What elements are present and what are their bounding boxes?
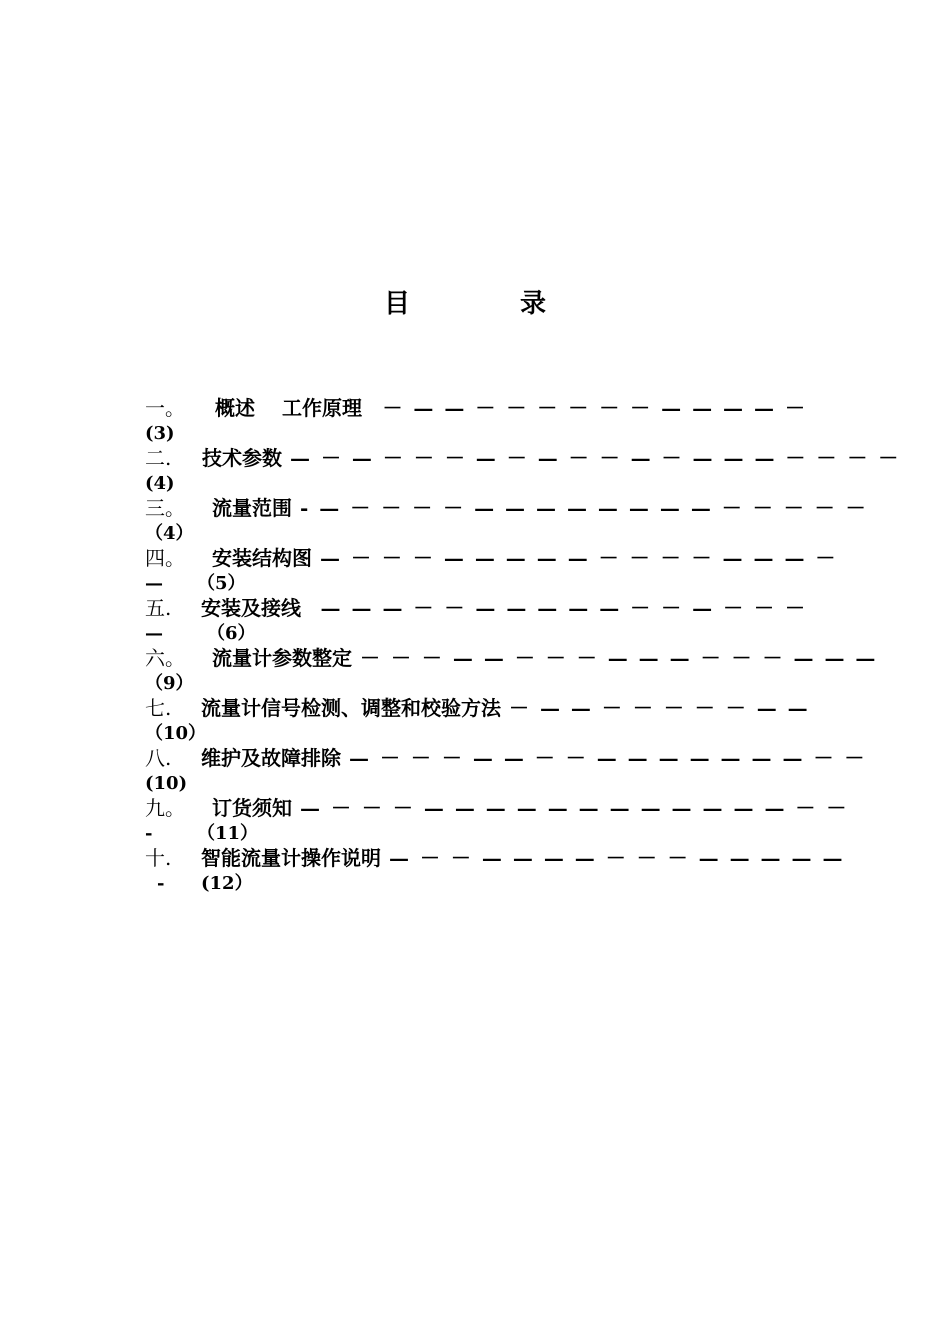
toc-label: 流量计参数整定 (212, 646, 352, 670)
toc-page-number: （10） (145, 723, 207, 744)
toc-label: 概述 工作原理 (215, 396, 362, 420)
toc-page-number: (4) (145, 473, 175, 494)
toc-entry-1 (145, 396, 807, 446)
toc-page-number: （4） (145, 523, 194, 544)
toc-leader-continuation: - (145, 823, 153, 844)
toc-number: 六。 (145, 646, 185, 670)
toc-number: 七. (145, 696, 172, 720)
toc-number: 三。 (145, 496, 185, 520)
toc-leader-continuation: - (157, 873, 165, 894)
toc-label: 流量范围 (212, 496, 292, 520)
toc-entry-2 (145, 446, 901, 496)
toc-entry-10 (145, 846, 845, 896)
toc-entry-5 (145, 596, 807, 646)
toc-leader: — － － — — — — － － － — — — — — (389, 846, 845, 870)
toc-page-number: (12） (201, 873, 253, 894)
toc-leader: － — — － － － － － － — — — — － (382, 396, 807, 420)
toc-leader-continuation: — (145, 573, 163, 594)
toc-page-number: （11） (197, 823, 259, 844)
toc-page-number: （6） (207, 623, 256, 644)
toc-page-number: （5） (197, 573, 246, 594)
toc-page-number: (10) (145, 773, 188, 794)
toc-entry-8 (145, 746, 867, 796)
toc-leader: — － － － — — — — — — — — — — — — － － (300, 796, 849, 820)
toc-label: 智能流量计操作说明 (201, 846, 381, 870)
toc-leader-continuation: — (145, 623, 163, 644)
toc-leader: — － — － － － — － — － － — － — — — － － － － (290, 446, 901, 470)
toc-number: 一。 (145, 396, 185, 420)
toc-entry-7 (145, 696, 810, 746)
toc-label: 流量计信号检测、调整和校验方法 (201, 696, 501, 720)
toc-leader: — － － － — — — — — － － － － — — — － (320, 546, 838, 570)
toc-leader: － — — － － － － － — — (509, 696, 810, 720)
toc-label: 订货须知 (212, 796, 292, 820)
toc-leader: - — － － － － — — — — — — — — － － － － － (300, 496, 868, 520)
toc-entry-9 (145, 796, 849, 846)
toc-leader: — － － － — — － － — — — — — — — － － (349, 746, 867, 770)
toc-leader: － － － — — － － － — — — － － － — — — (360, 646, 878, 670)
toc-page-number: （9） (145, 673, 194, 694)
toc-page-number: (3) (145, 423, 175, 444)
toc-number: 四。 (145, 546, 185, 570)
toc-entry-4 (145, 546, 838, 596)
table-of-contents (145, 396, 901, 896)
toc-number: 十. (145, 846, 172, 870)
toc-entry-6 (145, 646, 878, 696)
toc-number: 二. (145, 446, 172, 470)
toc-number: 九。 (145, 796, 185, 820)
page-title: 目 录 (383, 289, 588, 319)
toc-leader: — — — － － — — — — — － － — － － － (320, 596, 807, 620)
toc-number: 八. (145, 746, 172, 770)
toc-entry-3 (145, 496, 868, 546)
toc-label: 技术参数 (202, 446, 282, 470)
toc-label: 安装及接线 (201, 596, 301, 620)
toc-label: 维护及故障排除 (201, 746, 341, 770)
toc-label: 安装结构图 (212, 546, 312, 570)
toc-number: 五. (145, 596, 172, 620)
